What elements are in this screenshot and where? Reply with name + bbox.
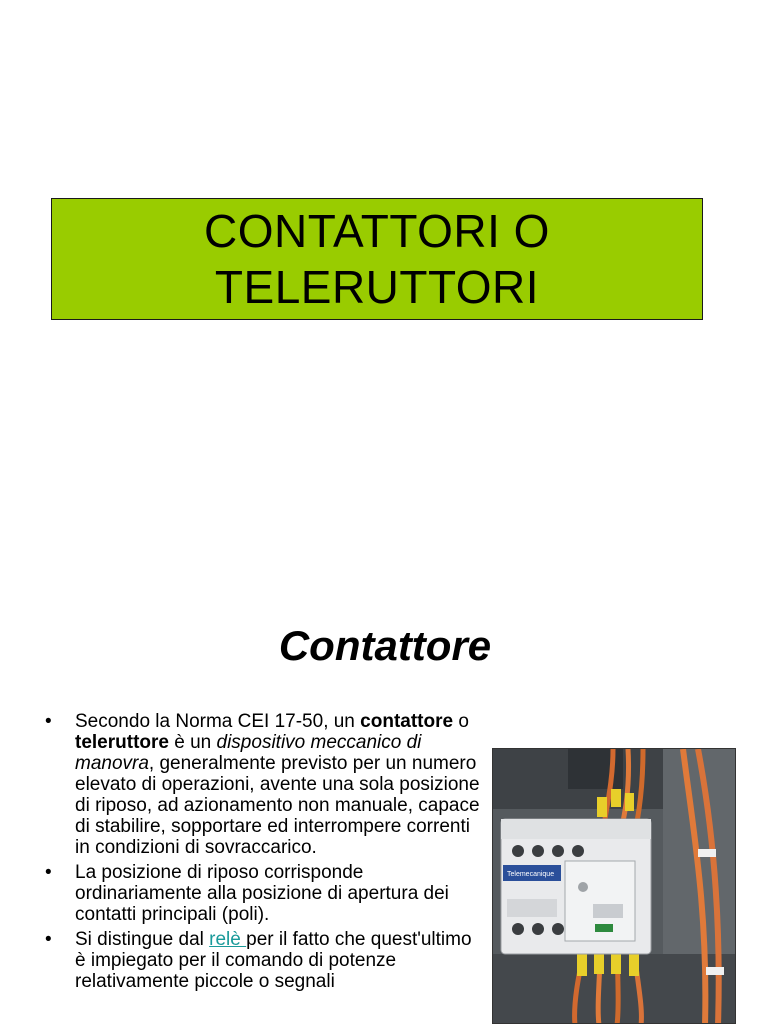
contactor-photo <box>492 748 736 1024</box>
term-contattore: contattore <box>360 711 454 732</box>
bullet-dot: • <box>45 711 52 732</box>
brand-label: Telemecanique <box>507 871 555 878</box>
rele-link[interactable]: relè <box>209 929 247 950</box>
title-line-2: TELERUTTORI <box>214 261 540 313</box>
bullet-dot: • <box>45 862 52 883</box>
title-line-1: CONTATTORI O <box>204 205 550 257</box>
slide-title: Contattore <box>278 622 492 669</box>
title-box <box>51 198 703 320</box>
term-teleruttore: teleruttore <box>75 732 169 753</box>
term-dispositivo: dispositivo meccanico di manovra <box>75 732 422 774</box>
bullet-item-definition: • Secondo la Norma CEI 17-50, un contattore o teleruttore è un dispositivo meccanico di manovra, generalmente previsto per un numero elevato di operazioni, avente una sola posizione di riposo, ad azionamento non manuale, capace di stabilire, sopportare ed interrompere correnti in condizioni di sovraccarico. <box>45 711 480 858</box>
bullet-item-riposo: • La posizione di riposo corrisponde ordinariamente alla posizione di apertura dei contatti principali (poli). <box>45 862 449 925</box>
bullet-list <box>45 711 485 996</box>
bullet-item-rele: • Si distingue dal relè per il fatto che quest'ultimo è impiegato per il comando di potenze relativamente piccole o segnali <box>45 929 472 992</box>
bullet-dot: • <box>45 929 52 950</box>
contactor-photo-illustration <box>493 749 736 1024</box>
